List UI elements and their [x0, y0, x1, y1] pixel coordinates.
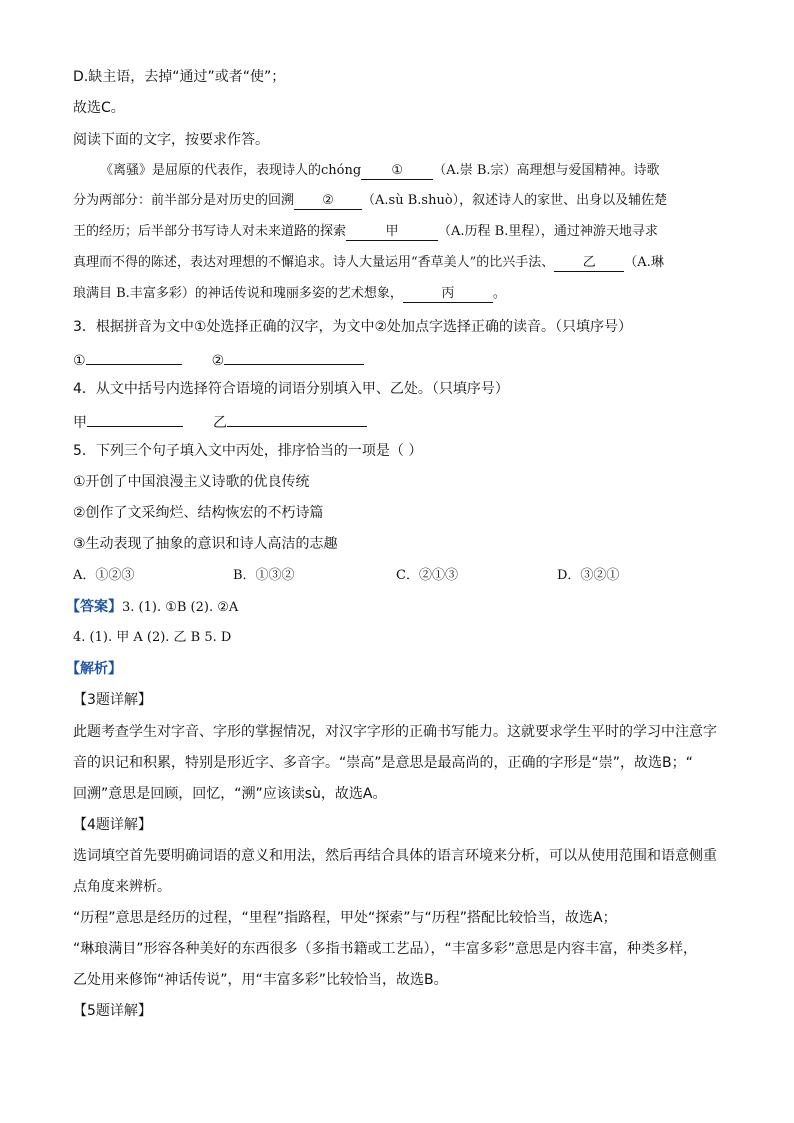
answer-blank-yi	[227, 410, 367, 427]
blank-2: ②	[294, 193, 362, 210]
detail-4-line-3: “历程”意思是经历的过程，“里程”指路程，甲处“探索”与“历程”搭配比较恰当，故选A；	[73, 910, 617, 926]
detail-heading-5: 【5题详解】	[73, 1003, 152, 1019]
sentence-3: ③生动表现了抽象的意识和诗人高洁的志趣	[73, 536, 338, 552]
passage-line-3: 王的经历；后半部分书写诗人对未来道路的探索 甲 （A.历程 B.里程），通过神游天地寻求	[73, 224, 658, 239]
detail-heading-3: 【3题详解】	[73, 692, 152, 708]
blank-yi: 乙	[554, 255, 624, 272]
detail-3-line-1: 此题考查学生对字音、字形的掌握情况，对汉字字形的正确书写能力。这就要求学生平时的学习中注意字	[73, 724, 717, 740]
detail-4-line-5: 乙处用来修饰“神话传说”，用“丰富多彩”比较恰当，故选B。	[73, 972, 448, 988]
reading-instruction: 阅读下面的文字，按要求作答。	[73, 132, 269, 148]
answer-option-d-text: D.缺主语，去掉“通过”或者“使”；	[73, 69, 286, 85]
option-b: B．①③②	[233, 568, 295, 583]
option-d: D．③②①	[557, 568, 620, 583]
detail-3-line-2: 音的识记和积累，特别是形近字、多音字。“崇高”是意思是最高尚的，正确的字形是“崇”，故选B；“	[73, 755, 693, 771]
passage-line-5: 琅满目 B.丰富多彩）的神话传说和瑰丽多姿的艺术想象， 丙 。	[73, 286, 506, 301]
detail-3-line-3: 回溯”意思是回顾，回忆，“溯”应该读sù，故选A。	[73, 786, 387, 802]
blank-1: ①	[361, 163, 433, 180]
detail-heading-4: 【4题详解】	[73, 817, 152, 833]
answer-row-3: ① ②	[73, 348, 364, 371]
passage-line-2: 分为两部分：前半部分是对历史的回溯 ② （A.sù B.shuò），叙述诗人的家世、出身以及辅佐楚	[73, 193, 668, 208]
detail-4-line-2: 点角度来辨析。	[73, 879, 171, 895]
blank-jia: 甲	[346, 224, 438, 241]
answer-blank-1	[86, 348, 182, 365]
question-5: 5．下列三个句子填入文中丙处，排序恰当的一项是（ ）	[73, 443, 423, 459]
answer-row-4: 甲 乙	[73, 410, 367, 433]
passage-line-1: 《离骚》是屈原的代表作，表现诗人的chóng ① （A.崇 B.宗）高理想与爱国精神。诗歌	[100, 163, 660, 178]
answer-tag: 【答案】	[66, 599, 122, 615]
answer-line-2: 4. (1). 甲 A (2). 乙 B 5. D	[73, 630, 232, 645]
detail-4-line-4: “琳琅满目”形容各种美好的东西很多（多指书籍或工艺品），“丰富多彩”意思是内容丰富，种类多样，	[73, 941, 698, 957]
question-4: 4．从文中括号内选择符合语境的词语分别填入甲、乙处。（只填序号）	[73, 381, 509, 397]
answer-blank-jia	[87, 410, 183, 427]
detail-4-line-1: 选词填空首先要明确词语的意义和用法，然后再结合具体的语言环境来分析，可以从使用范围和语意侧重	[73, 848, 717, 864]
option-a: A．①②③	[73, 568, 135, 583]
question-3: 3．根据拼音为文中①处选择正确的汉字，为文中②处加点字选择正确的读音。（只填序号）	[73, 319, 633, 335]
sentence-1: ①开创了中国浪漫主义诗歌的优良传统	[73, 474, 310, 490]
answer-line-1: 【答案】3. (1). ①B (2). ②A	[66, 599, 239, 615]
analysis-tag: 【解析】	[66, 661, 122, 677]
answer-blank-2	[224, 348, 364, 365]
answer-choice-text: 故选C。	[73, 100, 125, 116]
option-c: C．②①③	[396, 568, 458, 583]
sentence-2: ②创作了文采绚烂、结构恢宏的不朽诗篇	[73, 505, 324, 521]
passage-line-4: 真理而不得的陈述，表达对理想的不懈追求。诗人大量运用“香草美人”的比兴手法、 乙 （A.琳	[73, 255, 664, 270]
blank-bing: 丙	[403, 286, 493, 303]
